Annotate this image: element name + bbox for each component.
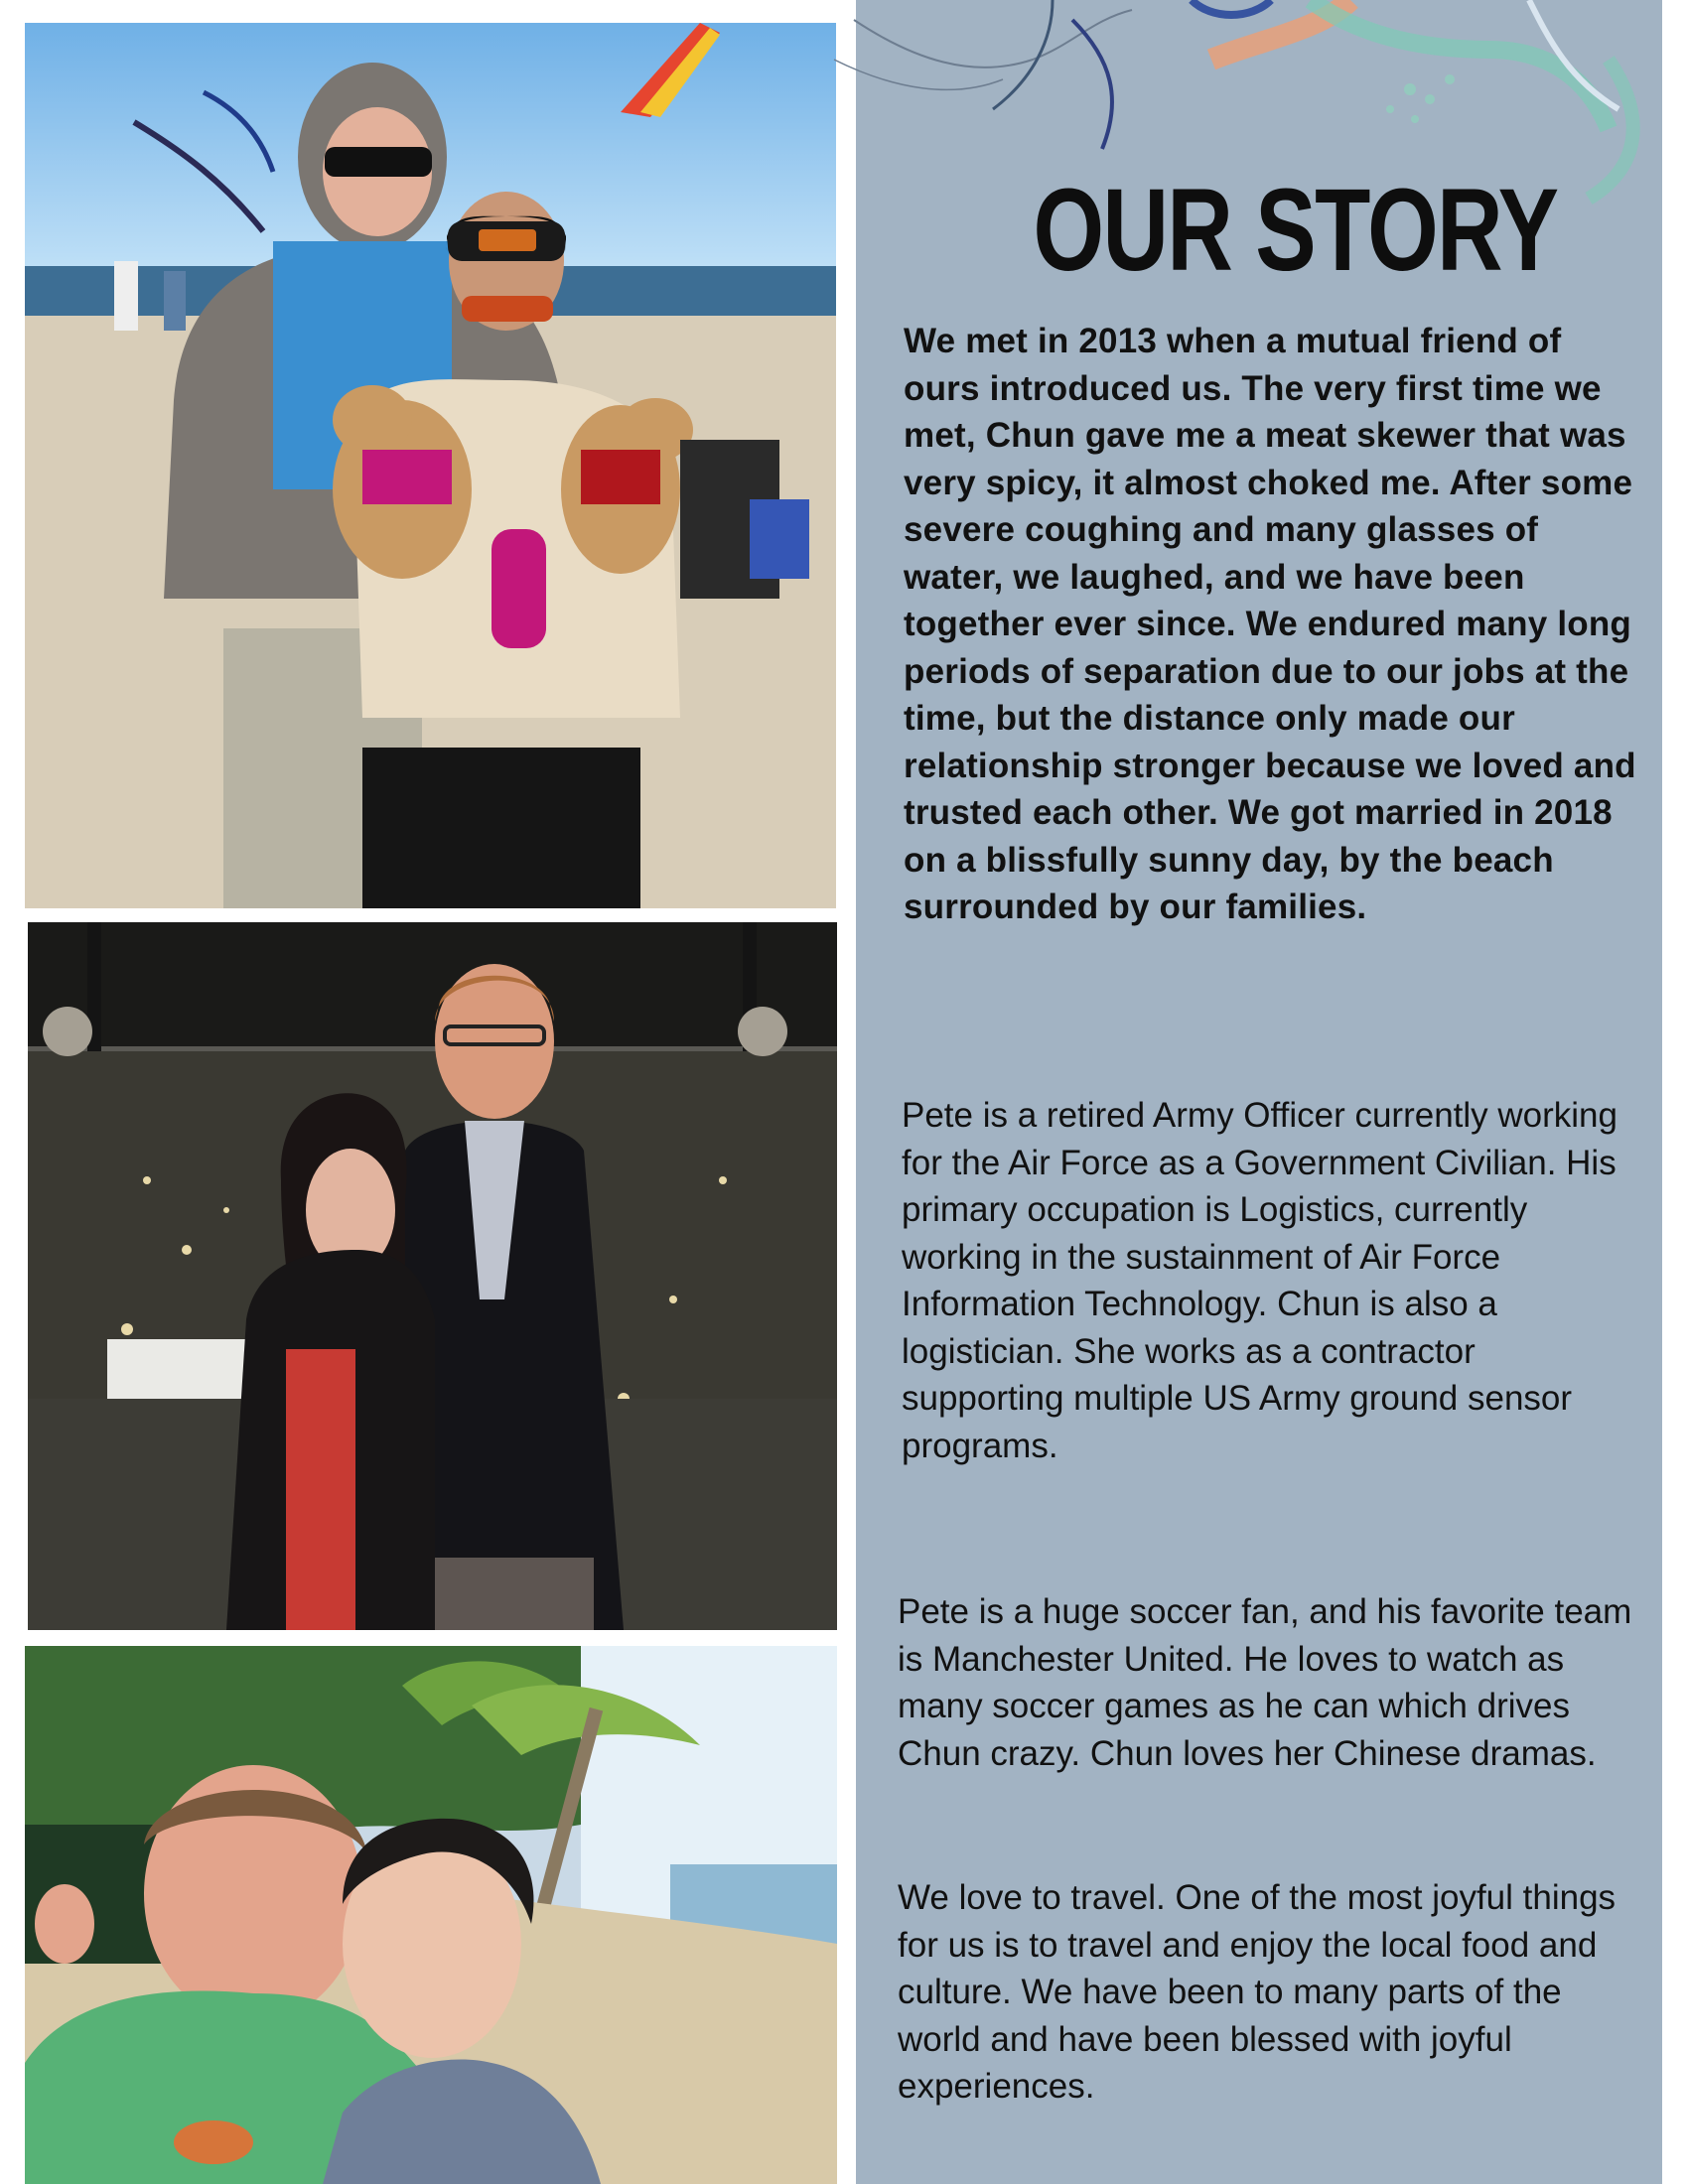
photo-couple-night-window — [28, 922, 837, 1630]
story-panel — [856, 0, 1662, 2184]
photo-couple-tropical-beach — [25, 1646, 837, 2184]
photo-couple-beach-kites — [25, 23, 836, 908]
story-paragraph-travel: We love to travel. One of the most joyful things for us is to travel and enjoy the local food and culture. We have been to many parts of the world and have been blessed with joyful experiences. — [898, 1878, 1617, 2106]
story-paragraph-how-we-met: We met in 2013 when a mutual friend of ours introduced us. The very first time we met, Chun gave me a meat skewer that was very spicy, it almost choked me. After some severe coughing and many glasses of water, we laughed, and we have been together ever since. We endured many long periods of separation due to our jobs at the time, but the distance only made our relationship stronger because we loved and trusted each other. We got married in 2018 on a blissfully sunny day, by the beach surrounded by our families. — [904, 322, 1636, 926]
page-title: OUR STORY — [1033, 165, 1558, 297]
story-paragraph-hobbies: Pete is a huge soccer fan, and his favorite team is Manchester United. He loves to watch as many soccer games as he can which drives Chun crazy. Chun loves her Chinese dramas. — [898, 1592, 1632, 1773]
story-paragraph-occupations: Pete is a retired Army Officer currently working for the Air Force as a Government Civilian. His primary occupation is Logistics, currently working in the sustainment of Air Force Information Technology. Chun is also a logistician. She works as a contractor supporting multiple US Army ground sensor programs. — [902, 1096, 1618, 1465]
